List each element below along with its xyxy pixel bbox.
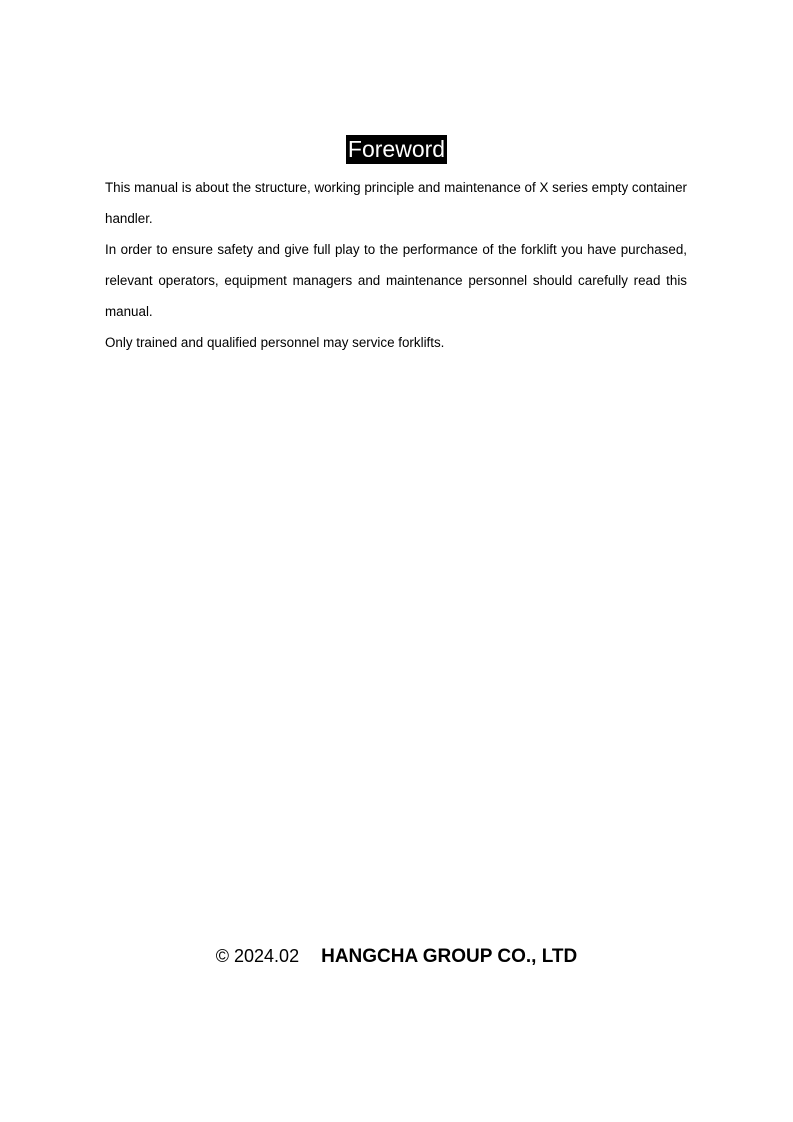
footer [0,946,793,968]
paragraph-safety: In order to ensure safety and give full play to the performance of the forklift you have purchased, relevant operators, equipment managers and maintenance personnel should carefully read this manual. [105,242,687,319]
title-container [0,135,793,164]
foreword-body [105,172,687,358]
page-title: Foreword [347,136,446,162]
company-name: HANGCHA GROUP CO., LTD [321,946,578,967]
paragraph-intro: This manual is about the structure, working principle and maintenance of X series empty container handler. [105,180,687,226]
paragraph-qualification: Only trained and qualified personnel may service forklifts. [105,335,445,350]
copyright-date: © 2024.02 [215,946,300,966]
